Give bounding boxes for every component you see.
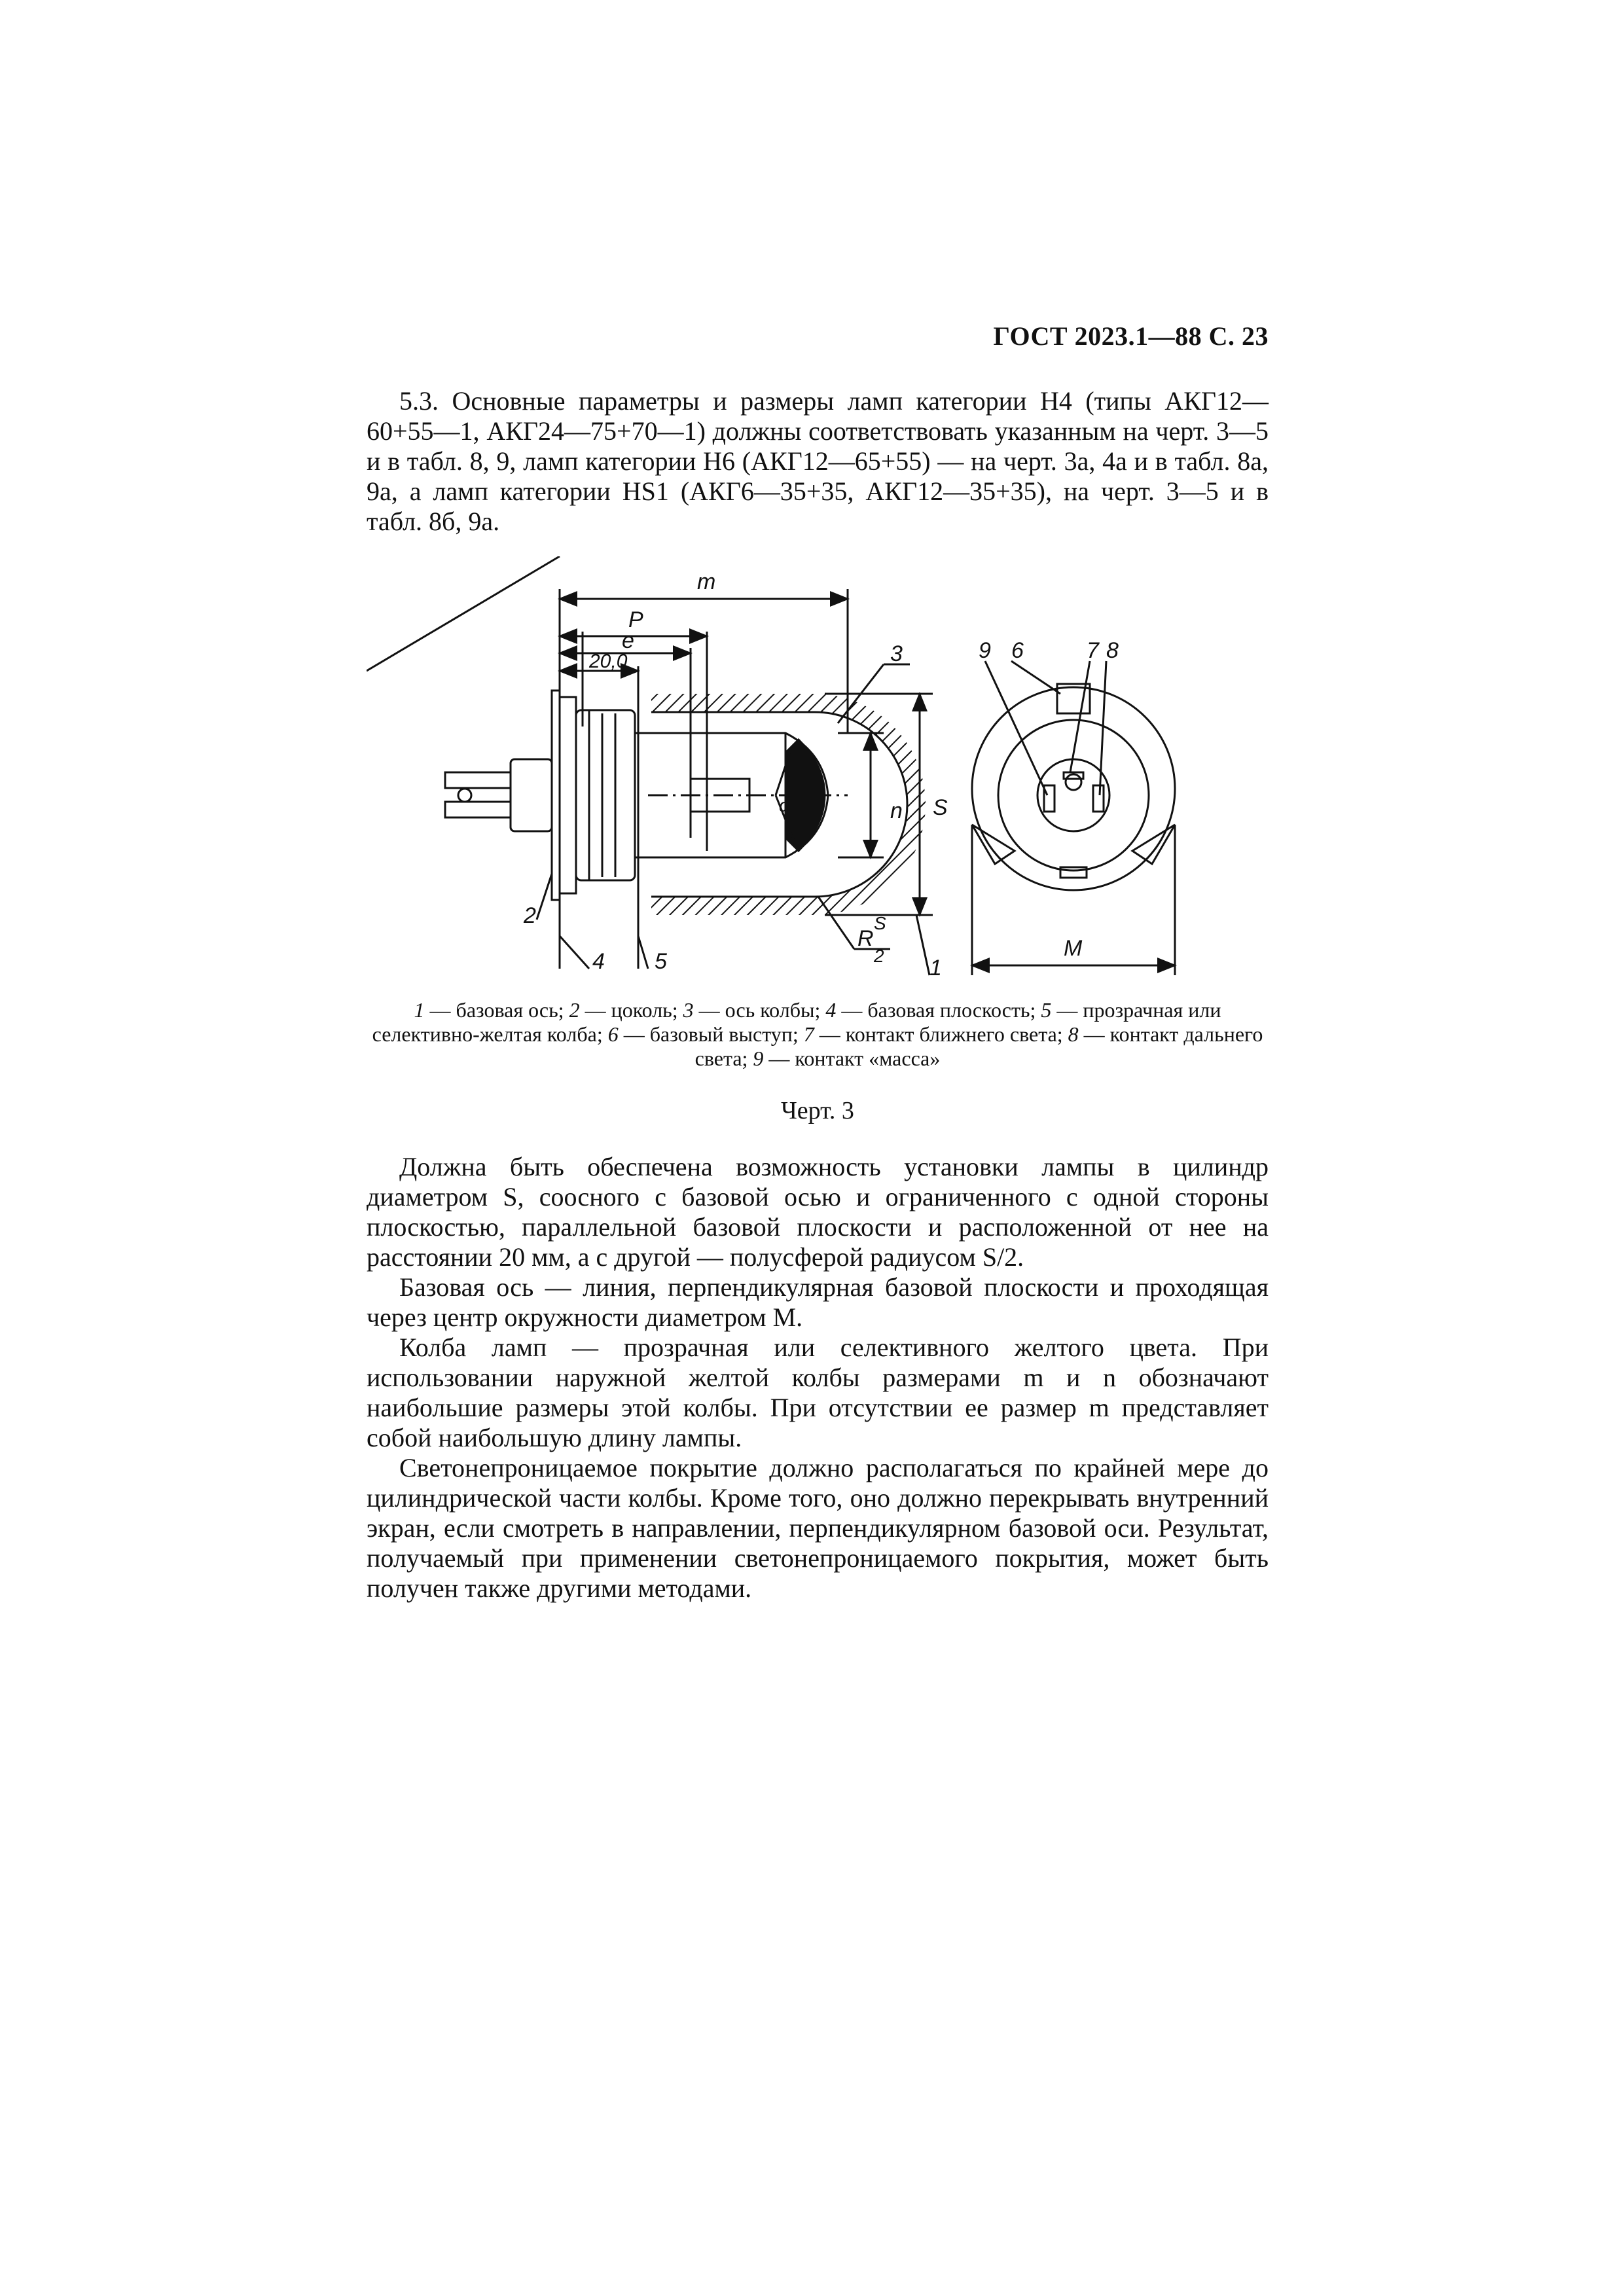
caption-item: 8 — контакт дальнего света; [694, 1022, 1263, 1070]
lamp-drawing-svg [367, 556, 1269, 988]
dim-p-label: P [628, 607, 643, 632]
caption-item: 1 — базовая ось; [414, 998, 569, 1022]
callout-1: 1 [929, 956, 942, 980]
body-paragraph: Колба ламп — прозрачная или селективного желтого цвета. При использовании наружной желтой колбы размерами m и n обозначают наибольшие размеры этой колбы. При отсутствии ее размер m представляет собой наибольшую длину лампы. [367, 1333, 1269, 1452]
dim-20-label: 20,0 [589, 651, 628, 672]
callout-3: 3 [890, 641, 903, 666]
body-paragraph: Должна быть обеспечена возможность установки лампы в цилиндр диаметром S, соосного с базовой осью и ограниченного с одной стороны плоскостью, параллельной базовой плоскости и расположенной от нее на расстоянии 20 мм, а с другой — полусферой радиусом S/2. [367, 1152, 1269, 1272]
caption-item: 7 — контакт ближнего света; [803, 1022, 1068, 1046]
figure-title: Черт. 3 [781, 1097, 854, 1124]
intro-paragraph: 5.3. Основные параметры и размеры ламп категории Н4 (типы АКГ12—60+55—1, АКГ24—75+70—1) должны соответствовать указанным на черт. 3—5 и в табл. 8, 9, ламп категории Н6 (АКГ12—65+55) — на черт. 3а, 4а и в табл. 8а, 9а, а ламп категории HS1 (АКГ6—35+35, АКГ12—35+35), на черт. 3—5 и в табл. 8б, 9а. [367, 386, 1269, 536]
r-label: R [857, 926, 874, 951]
callout-8: 8 [1106, 638, 1119, 663]
dim-e-label: e [622, 628, 634, 653]
callout-6: 6 [1011, 638, 1024, 663]
alpha-label: α [779, 795, 789, 816]
body-text [367, 1152, 1269, 1604]
callout-9: 9 [979, 638, 991, 663]
base-plane-line [367, 556, 560, 671]
running-header: ГОСТ 2023.1—88 С. 23 [993, 321, 1269, 351]
callout-2: 2 [524, 903, 536, 928]
dim-M-label: M [1064, 936, 1083, 961]
caption-item: 6 — базовый выступ; [607, 1022, 804, 1046]
s-num-label: S [874, 913, 886, 933]
callout-7: 7 [1087, 638, 1099, 663]
callout-4: 4 [592, 949, 605, 974]
callout-5: 5 [655, 949, 667, 974]
caption-item: 2 — цоколь; [569, 998, 683, 1022]
dim-m-label: m [697, 569, 716, 594]
intro-text [367, 386, 1269, 537]
body-paragraph: Светонепроницаемое покрытие должно располагаться по крайней мере до цилиндрической части колбы. Кроме того, оно должно перекрывать внутренний экран, если смотреть в направлении, перпендикулярном базовой оси. Результат, получаемый при применении светонепроницаемого покрытия, может быть получен также другими методами. [367, 1453, 1269, 1603]
caption-item: 9 — контакт «масса» [753, 1047, 941, 1070]
dim-n-label: n [890, 798, 903, 823]
caption-item: 5 — прозрачная или селективно-желтая колба; [372, 998, 1221, 1046]
s-den-label: 2 [874, 946, 884, 966]
dim-s-label: S [933, 795, 948, 820]
caption-item: 3 — ось колбы; [683, 998, 826, 1022]
lamp-drawing [367, 556, 1269, 988]
body-paragraph: Базовая ось — линия, перпендикулярная базовой плоскости и проходящая через центр окружности диаметром M. [367, 1272, 1269, 1332]
caption-item: 4 — базовая плоскость; [825, 998, 1041, 1022]
figure-caption [367, 998, 1269, 1071]
